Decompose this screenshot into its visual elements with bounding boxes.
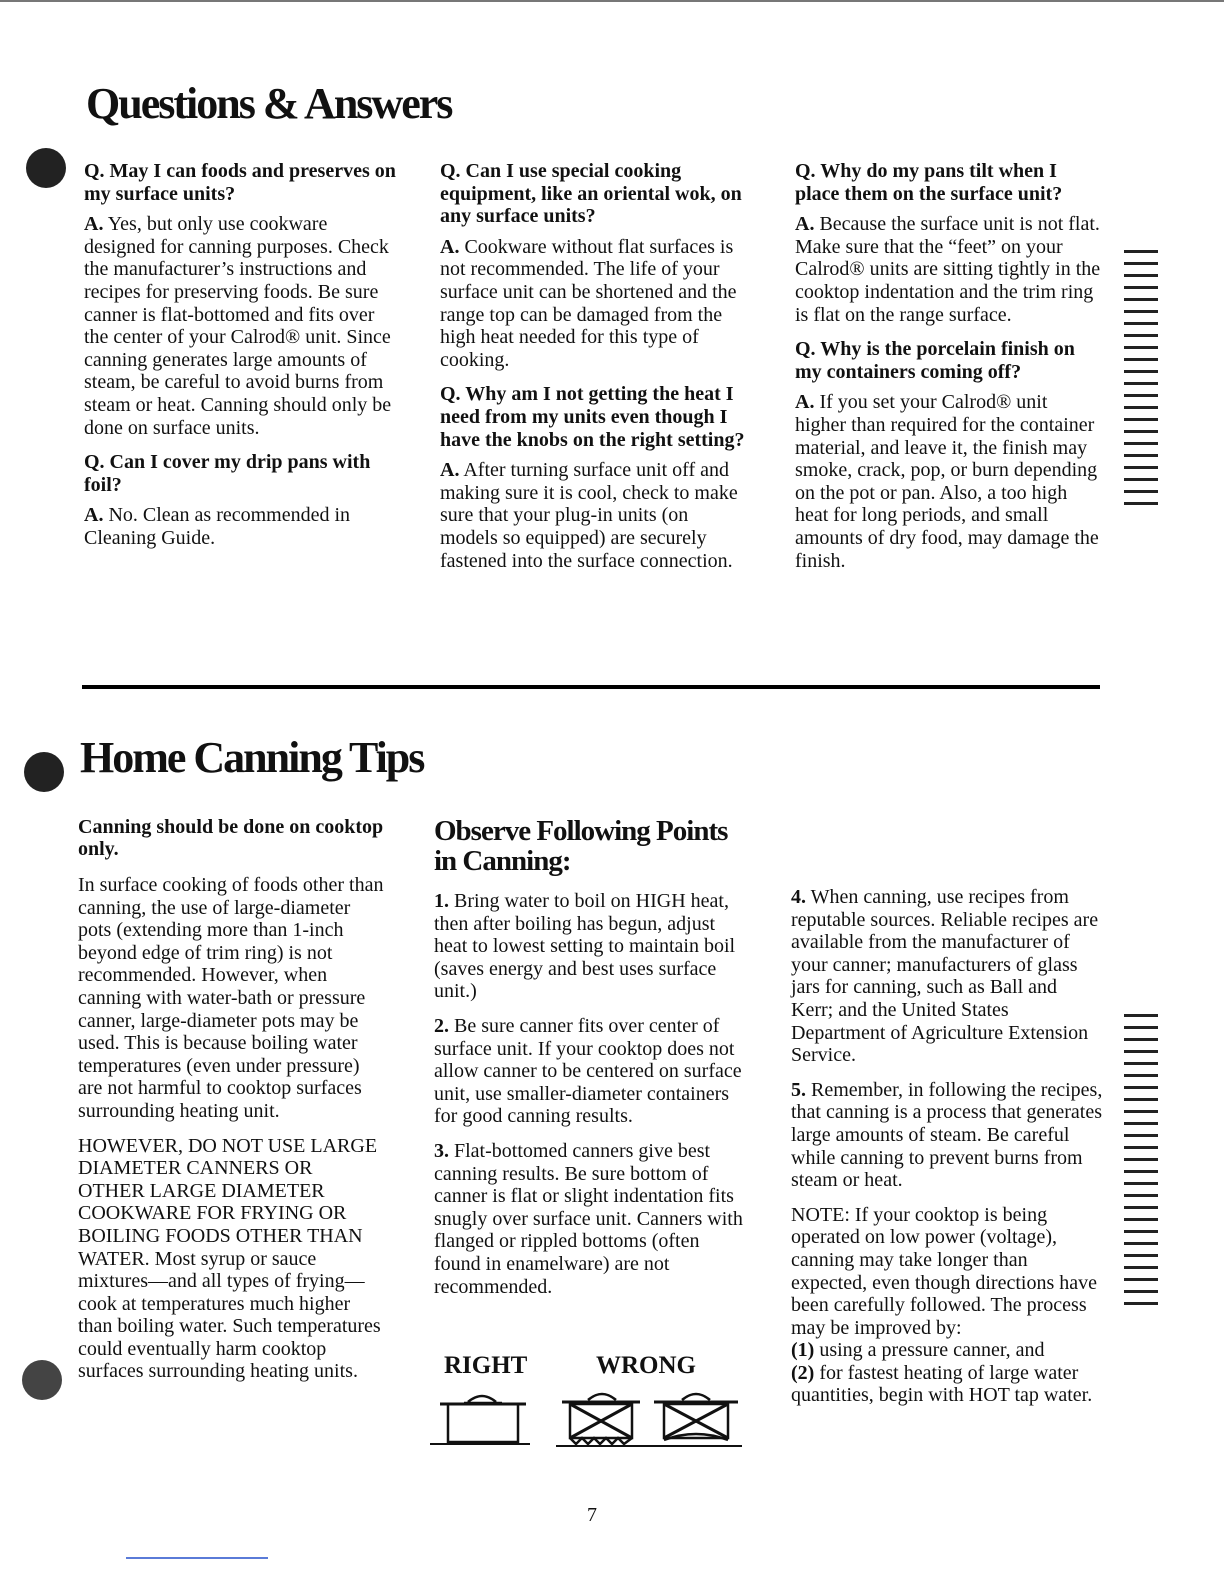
binding-marks-upper: [1124, 250, 1158, 514]
answer: [440, 236, 746, 372]
binding-hole-top: [26, 148, 66, 188]
page-number: 7: [587, 1504, 597, 1526]
qa-column-1: [84, 160, 396, 562]
canning-point: [434, 1140, 746, 1298]
qa-item: [84, 451, 396, 549]
top-scan-line: [0, 0, 1224, 2]
qa-item: [440, 160, 746, 371]
question: Q. Can I use special cooking equipment, like an oriental wok, on any surface units?: [440, 160, 742, 228]
large-pots-paragraph: In surface cooking of foods other than canning, the use of large-diameter pots (extending more than 1-inch beyond edge of trim ring) is not recommended. However, when canning with water-bath or pressure canner, large-diameter pots may be used. This is because boiling water temperatures (even under pressure) are not harmful to cooktop surfaces surrounding heating unit.: [78, 874, 384, 1122]
answer-lead: A.: [84, 504, 104, 527]
note-text: NOTE: If your cooktop is being operated on low power (voltage), canning may take longer than expected, even though directions have been carefully followed. The process may be improved by:: [791, 1203, 1097, 1339]
qa-item: [84, 160, 396, 439]
answer-text: Cookware without flat surfaces is not recommended. The life of your surface unit can be shortened and the range top can be damaged from the high heat needed for this type of cooking.: [440, 235, 737, 371]
canning-left-column: [78, 816, 384, 1395]
qa-column-3: [795, 160, 1101, 584]
canning-point: [791, 1079, 1103, 1192]
binding-marks-lower: [1124, 1014, 1158, 1314]
wrong-canner-rippled-icon: [654, 1394, 738, 1440]
cooktop-only-heading: Canning should be done on cooktop only.: [78, 816, 384, 860]
answer-lead: A.: [795, 213, 815, 236]
answer-text: Yes, but only use cookware designed for canning purposes. Check the manufacturer’s instructions and recipes for preserving foods. Be sure canner is flat-bottomed and fits over the center of your Calrod® unit. Since canning generates large amounts of steam, be careful to avoid burns from steam or heat. Canning should only be done on surface units.: [84, 213, 392, 439]
qa-item: [795, 160, 1101, 326]
answer: [795, 213, 1101, 326]
answer: [84, 504, 396, 549]
point-number: 2.: [434, 1014, 449, 1037]
question: Q. Can I cover my drip pans with foil?: [84, 451, 371, 496]
low-power-note: [791, 1204, 1103, 1407]
point-text: Bring water to boil on HIGH heat, then after boiling has begun, adjust heat to lowest setting to maintain boil (saves energy and best uses surface unit.): [434, 890, 736, 1003]
point-number: 5.: [791, 1078, 806, 1101]
bottom-scan-line: [126, 1557, 268, 1559]
point-text: Flat-bottomed canners give best canning results. Be sure bottom of canner is flat or slight indentation fits snugly over surface unit. Canners with flanged or rippled bottoms (often found in enamelware) are not recommended.: [434, 1139, 743, 1298]
wrong-label: WRONG: [596, 1352, 696, 1379]
points-heading: Observe Following Points in Canning:: [434, 815, 728, 877]
qa-column-2: [440, 160, 746, 584]
note-item-number: (2): [791, 1361, 815, 1384]
right-label: RIGHT: [444, 1352, 528, 1379]
qa-item: [440, 383, 746, 572]
section-divider: [82, 685, 1100, 689]
answer-text: No. Clean as recommended in Cleaning Guide.: [84, 504, 351, 549]
wrong-canner-flanged-icon: [562, 1394, 640, 1444]
answer-lead: A.: [440, 235, 460, 258]
point-number: 3.: [434, 1139, 449, 1162]
point-text: Remember, in following the recipes, that canning is a process that generates large amounts of steam. Be careful while canning to prevent burns from steam or heat.: [791, 1078, 1103, 1192]
warning-paragraph: HOWEVER, DO NOT USE LARGE DIAMETER CANNERS OR OTHER LARGE DIAMETER COOKWARE FOR FRYING OR BOILING FOODS OTHER THAN WATER. Most syrup or sauce mixtures—and all types of frying—cook at temperatures much higher than boiling water. Such temperatures could eventually harm cooktop surfaces surrounding heating units.: [78, 1134, 381, 1383]
canning-right-column: [791, 886, 1103, 1407]
binding-hole-bottom: [22, 1360, 62, 1400]
answer: [84, 213, 396, 439]
question: Q. Why do my pans tilt when I place them on the surface unit?: [795, 160, 1063, 205]
note-item-text: using a pressure canner, and: [819, 1339, 1045, 1362]
answer: [440, 459, 746, 572]
canning-middle-column: [434, 816, 746, 1310]
binding-hole-middle: [24, 752, 64, 792]
answer-lead: A.: [440, 459, 460, 482]
canning-point: [791, 886, 1103, 1067]
answer-text: After turning surface unit off and making sure it is cool, check to make sure that your plug-in units (on models so equipped) are securely fastened into the surface connection.: [440, 459, 738, 572]
qa-item: [795, 338, 1101, 572]
question: Q. Why is the porcelain finish on my containers coming off?: [795, 338, 1075, 383]
canner-illustration: [430, 1384, 746, 1450]
point-number: 1.: [434, 890, 449, 912]
canning-point: [434, 890, 746, 1003]
answer-lead: A.: [84, 213, 104, 236]
point-text: Be sure canner fits over center of surface unit. If your cooktop does not allow canner to be centered on surface unit, use smaller-diameter containers for good canning results.: [434, 1014, 742, 1128]
point-number: 4.: [791, 886, 806, 908]
question: Q. Why am I not getting the heat I need from my units even though I have the knobs on the right setting?: [440, 383, 745, 451]
answer: [795, 391, 1101, 572]
canning-point: [434, 1015, 746, 1128]
note-item-number: (1): [791, 1339, 815, 1362]
question: Q. May I can foods and preserves on my surface units?: [84, 160, 396, 205]
qa-title: Questions & Answers: [86, 79, 452, 128]
point-text: When canning, use recipes from reputable sources. Reliable recipes are available from the manufacturer of your canner; manufacturers of glass jars for canning, such as Ball and Kerr; and the United States Department of Agriculture Extension Service.: [791, 886, 1099, 1067]
right-canner-icon: [430, 1396, 530, 1444]
answer-text: If you set your Calrod® unit higher than required for the container material, and leave it, the finish may smoke, crack, pop, or burn depending on the pot or pan. Also, a too high heat for long periods, and small amounts of dry food, may damage the finish.: [795, 391, 1099, 572]
note-item-text: for fastest heating of large water quantities, begin with HOT tap water.: [791, 1361, 1093, 1407]
answer-text: Because the surface unit is not flat. Make sure that the “feet” on your Calrod® units are sitting tightly in the cooktop indentation and the trim ring is flat on the range surface.: [795, 213, 1101, 326]
answer-lead: A.: [795, 391, 815, 414]
canning-title: Home Canning Tips: [80, 733, 424, 782]
